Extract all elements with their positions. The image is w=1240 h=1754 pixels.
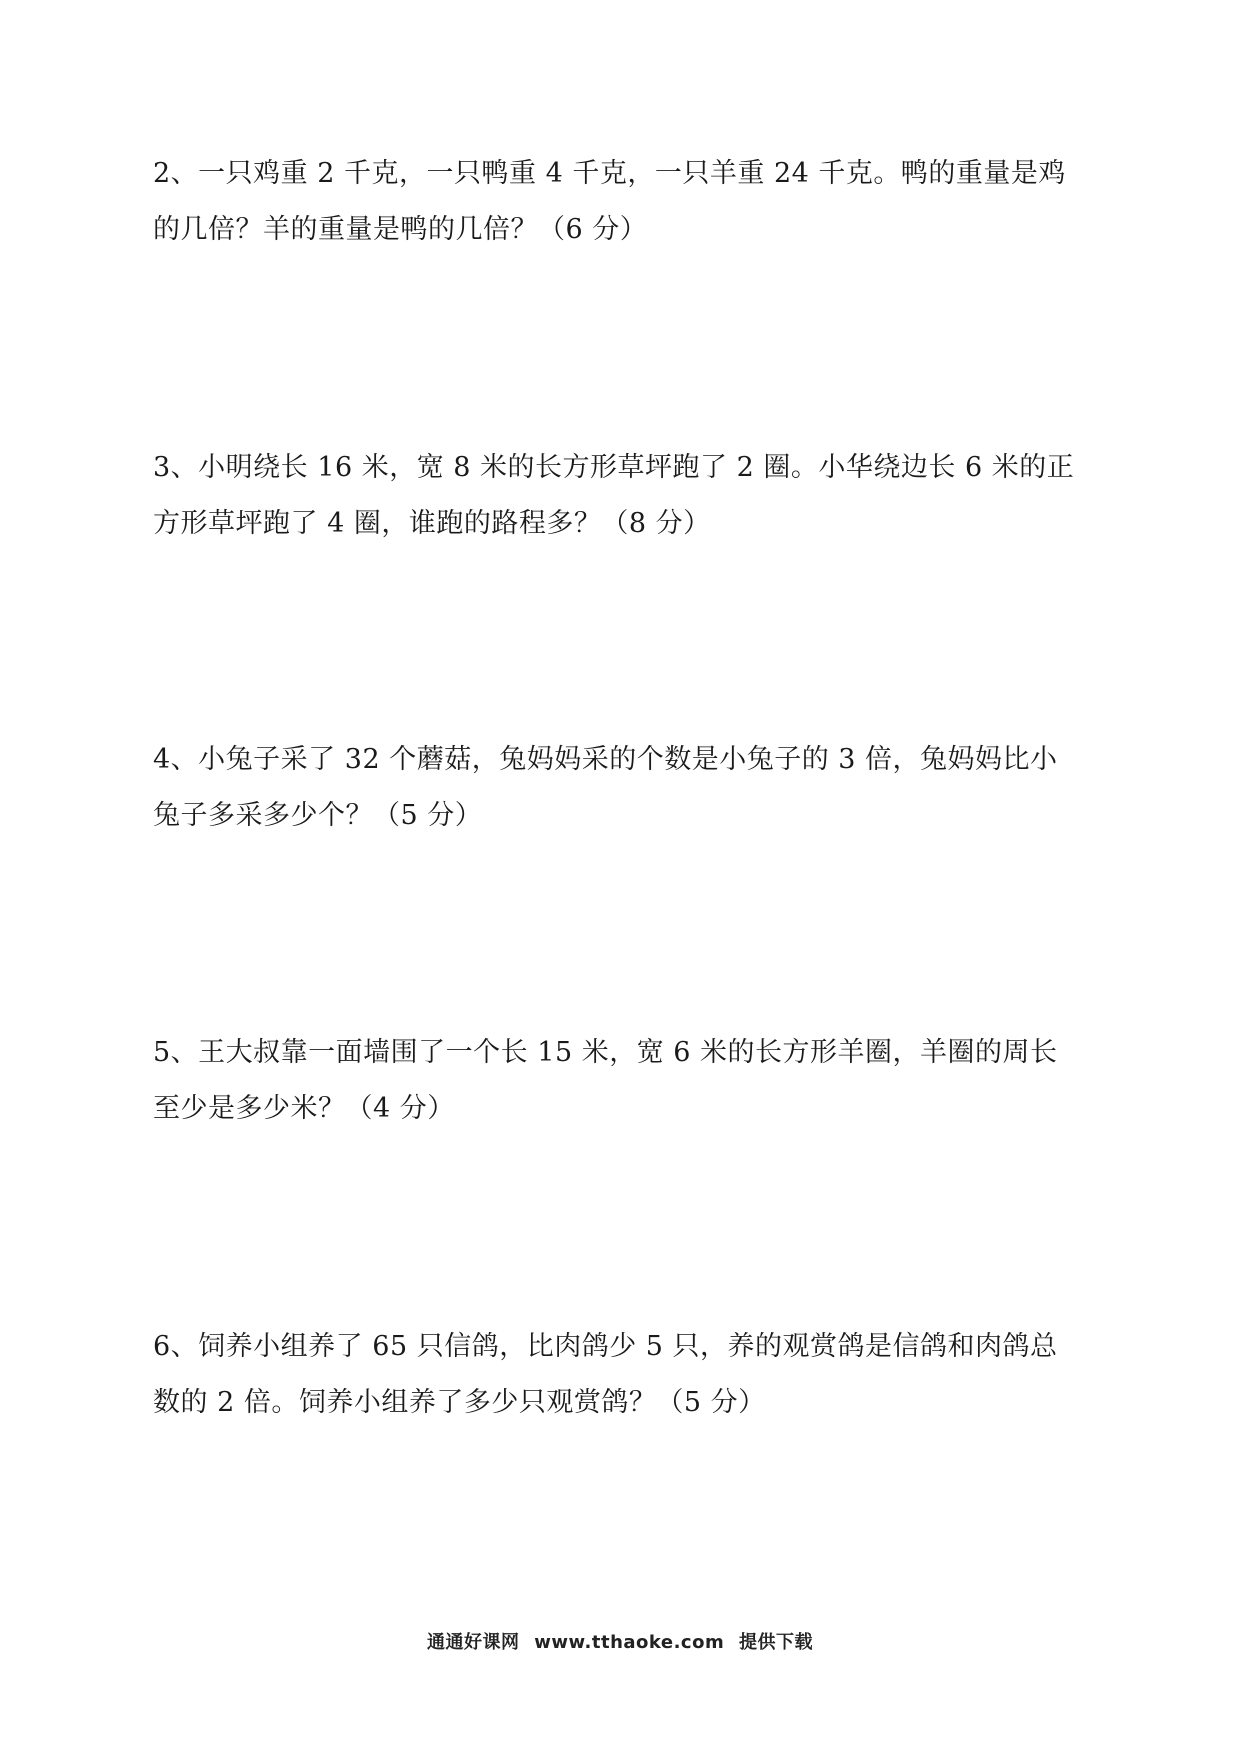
problem-2-line-2: 的几倍？羊的重量是鸭的几倍？（6 分） — [153, 214, 648, 245]
problem-3-line-2: 方形草坪跑了 4 圈，谁跑的路程多？（8 分） — [153, 508, 711, 539]
problem-2-line-1: 2、一只鸡重 2 千克，一只鸭重 4 千克，一只羊重 24 千克。鸭的重量是鸡 — [153, 158, 1066, 189]
footer-url[interactable]: www.tthaoke.com — [534, 1632, 725, 1653]
problem-6 — [153, 1319, 1093, 1431]
problem-6-line-1: 6、饲养小组养了 65 只信鸽，比肉鸽少 5 只，养的观赏鸽是信鸽和肉鸽总 — [153, 1331, 1058, 1362]
problem-2 — [153, 146, 1093, 258]
problem-4-line-1: 4、小兔子采了 32 个蘑菇，兔妈妈采的个数是小兔子的 3 倍，兔妈妈比小 — [153, 744, 1058, 775]
footer-suffix: 提供下载 — [739, 1632, 813, 1653]
page-footer — [0, 1628, 1240, 1654]
problem-5-line-1: 5、王大叔靠一面墙围了一个长 15 米，宽 6 米的长方形羊圈，羊圈的周长 — [153, 1037, 1058, 1068]
problem-5 — [153, 1025, 1093, 1137]
footer-site-name: 通通好课网 — [427, 1632, 520, 1653]
problem-6-line-2: 数的 2 倍。饲养小组养了多少只观赏鸽？（5 分） — [153, 1387, 766, 1418]
problem-4-line-2: 兔子多采多少个？（5 分） — [153, 800, 483, 831]
problem-3-line-1: 3、小明绕长 16 米，宽 8 米的长方形草坪跑了 2 圈。小华绕边长 6 米的正 — [153, 452, 1075, 483]
problem-4 — [153, 732, 1093, 844]
problem-3 — [153, 440, 1093, 552]
problem-5-line-2: 至少是多少米？（4 分） — [153, 1093, 455, 1124]
